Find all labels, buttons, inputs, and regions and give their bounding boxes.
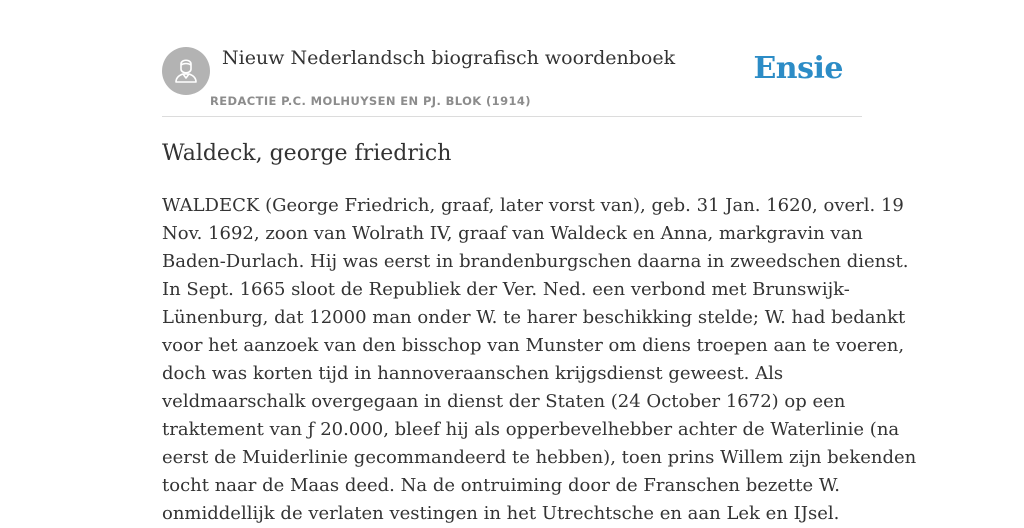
entry-text-line: eerst de Muiderlinie gecommandeerd te hebben), toen prins Willem zijn bekenden [162,447,917,468]
ensie-logo[interactable]: Ensie [753,51,843,86]
book-editors: REDACTIE P.C. MOLHUYSEN EN PJ. BLOK (1914) [210,94,531,108]
entry-text-line: onmiddellijk de verlaten vestingen in het Utrechtsche en aan Lek en IJsel. [162,503,840,524]
entry-text-line: Nov. 1692, zoon van Wolrath IV, graaf van Waldeck en Anna, markgravin van [162,223,863,244]
header [162,46,862,117]
book-title[interactable]: Nieuw Nederlandsch biografisch woordenboek [222,47,676,69]
entry-text-line: doch was korten tijd in hannoveraanschen krijgsdienst geweest. Als [162,363,784,384]
entry-text-line: Baden-Durlach. Hij was eerst in brandenburgschen daarna in zweedschen dienst. [162,251,909,272]
entry-text-line: veldmaarschalk overgegaan in dienst der Staten (24 October 1672) op een [162,391,846,412]
entry-body [162,192,917,528]
entry-title: Waldeck, george friedrich [162,141,452,166]
entry-text-line: Lünenburg, dat 12000 man onder W. te harer beschikking stelde; W. had bedankt [162,307,906,328]
entry-text-line: In Sept. 1665 sloot de Republiek der Ver. Ned. een verbond met Brunswijk- [162,279,850,300]
user-silhouette-icon[interactable] [162,47,210,95]
entry-text-line: tocht naar de Maas deed. Na de ontruiming door de Franschen bezette W. [162,475,840,496]
entry-text-line: traktement van ƒ 20.000, bleef hij als opperbevelhebber achter de Waterlinie (na [162,419,900,440]
entry-text-line: WALDECK (George Friedrich, graaf, later vorst van), geb. 31 Jan. 1620, overl. 19 [162,195,904,216]
entry-text-line: voor het aanzoek van den bisschop van Munster om diens troepen aan te voeren, [162,335,905,356]
